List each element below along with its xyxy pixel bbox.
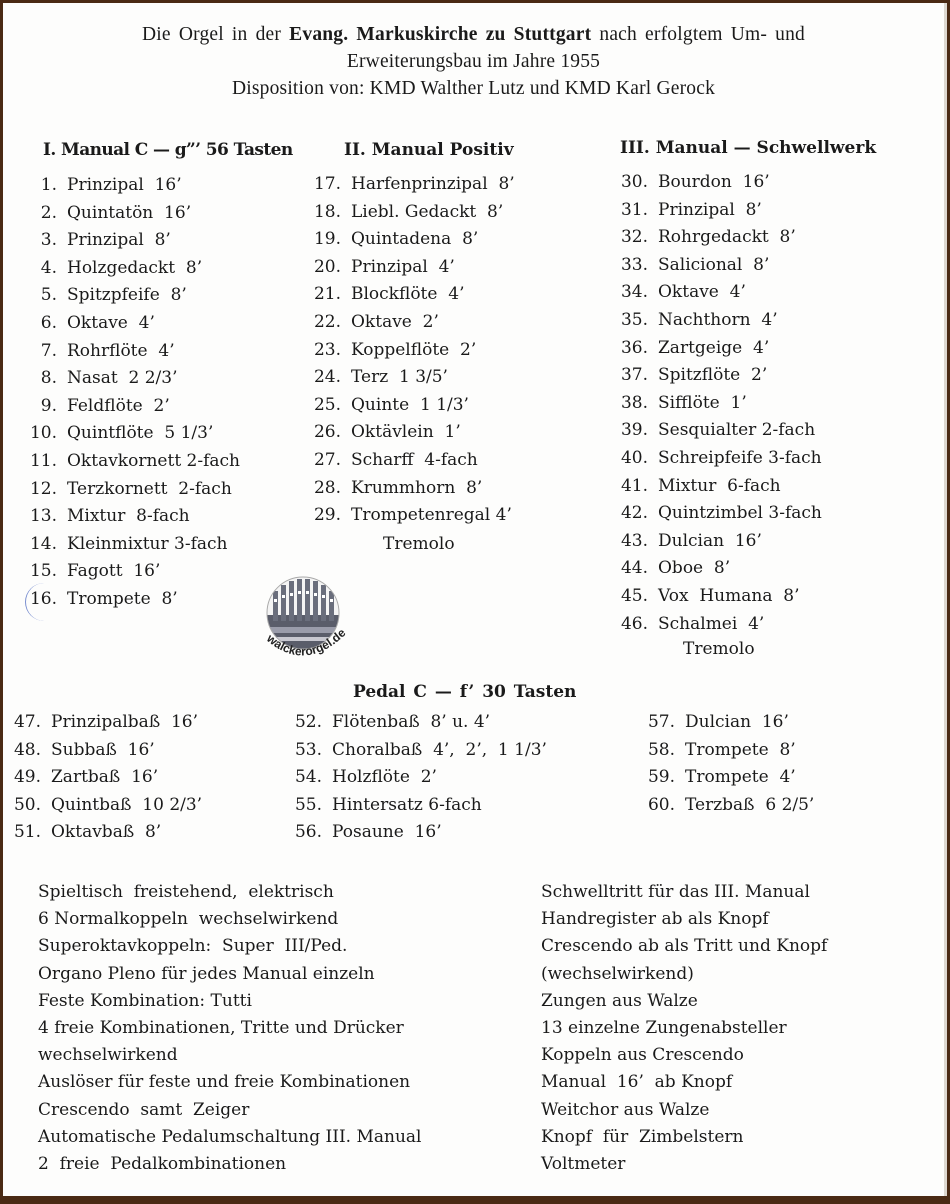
stop-number: 12. — [29, 478, 57, 499]
accessory-item: 2 freie Pedalkombinationen — [38, 1154, 287, 1175]
accessory-item: Manual 16’ ab Knopf — [541, 1072, 733, 1093]
stop-number: 34. — [620, 282, 648, 303]
stop-row — [606, 445, 822, 473]
stop-number: 55. — [294, 794, 322, 815]
stop-number: 42. — [620, 503, 648, 524]
stop-number: 51. — [13, 822, 41, 843]
stop-row — [303, 309, 515, 337]
stop-row — [606, 583, 822, 611]
stop-row — [7, 737, 202, 765]
stop-row — [21, 282, 240, 310]
stop-row — [606, 224, 822, 252]
document-header — [3, 21, 944, 102]
stop-row — [21, 420, 240, 448]
stop-number: 15. — [29, 561, 57, 582]
stop-number: 5. — [40, 285, 57, 306]
stop-row — [288, 737, 547, 765]
stop-row — [288, 709, 547, 737]
stop-number: 17. — [313, 174, 341, 194]
accessory-item: Knopf für Zimbelstern — [541, 1126, 744, 1147]
stop-row — [606, 611, 822, 639]
stop-name: Spitzpfeife 8’ — [67, 285, 187, 306]
header-line-2: Erweiterungsbau im Jahre 1955 — [346, 51, 601, 72]
stop-name: Dulcian 16’ — [685, 712, 789, 732]
stop-number: 27. — [313, 449, 341, 470]
accessory-item: Koppeln aus Crescendo — [541, 1045, 744, 1066]
stop-name: Prinzipalbaß 16’ — [51, 712, 199, 732]
accessory-item: Handregister ab als Knopf — [541, 909, 769, 930]
stop-row — [641, 792, 814, 820]
stop-number: 1. — [40, 175, 57, 195]
stop-name: Feldflöte 2’ — [67, 395, 170, 416]
stop-number: 39. — [620, 420, 648, 441]
stop-name: Oktavkornett 2-fach — [67, 450, 241, 471]
stop-name: Sesquialter 2-fach — [658, 420, 816, 441]
stop-name: Prinzipal 16’ — [67, 175, 182, 195]
manual-1-stop-list — [21, 172, 240, 614]
manual-1-title: I. Manual C — g”’ 56 Tasten — [43, 140, 293, 160]
accessory-item: Zungen aus Walze — [541, 990, 698, 1011]
stop-row — [303, 281, 515, 309]
church-name: Evang. Markuskirche zu Stuttgart — [289, 24, 592, 45]
stop-row — [303, 392, 515, 420]
stop-name: Flötenbaß 8’ u. 4’ — [332, 712, 491, 732]
stop-row — [21, 255, 240, 283]
stop-number: 9. — [40, 395, 57, 416]
stop-name: Rohrgedackt 8’ — [658, 227, 796, 248]
stop-number: 25. — [313, 394, 341, 415]
stop-number: 36. — [620, 337, 648, 358]
stop-name: Mixtur 8-fach — [67, 506, 190, 527]
stop-row — [641, 764, 814, 792]
stop-number: 38. — [620, 392, 648, 413]
manual-2-title: II. Manual Positiv — [344, 140, 514, 160]
stop-number: 53. — [294, 739, 322, 760]
stop-row — [21, 448, 240, 476]
stop-name: Subbaß 16’ — [51, 739, 155, 760]
stop-row — [303, 419, 515, 447]
stop-row — [21, 503, 240, 531]
stop-name: Zartbaß 16’ — [51, 767, 159, 788]
stop-name: Trompete 8’ — [685, 739, 796, 760]
stop-number: 20. — [313, 256, 341, 277]
accessory-item: Superoktavkoppeln: Super III/Ped. — [38, 936, 348, 957]
header-line-3: Disposition von: KMD Walther Lutz und KMD Karl Gerock — [231, 78, 716, 99]
stop-number: 50. — [13, 794, 41, 815]
accessory-item: Automatische Pedalumschaltung III. Manual — [38, 1126, 422, 1147]
stop-number: 56. — [294, 822, 322, 843]
stop-row — [606, 169, 822, 197]
stop-name: Hintersatz 6-fach — [332, 794, 482, 815]
stop-name: Quinte 1 1/3’ — [351, 394, 469, 415]
pedal-title: Pedal C — f’ 30 Tasten — [353, 682, 577, 702]
stop-name: Posaune 16’ — [332, 822, 442, 843]
stop-number: 3. — [40, 230, 57, 251]
stop-name: Holzgedackt 8’ — [67, 257, 203, 278]
header-line-1-post: nach erfolgtem Um- und — [599, 24, 806, 45]
stop-row — [303, 502, 515, 530]
stop-number: 2. — [40, 202, 57, 223]
stop-number: 13. — [29, 506, 57, 527]
stop-name: Choralbaß 4’, 2’, 1 1/3’ — [332, 739, 547, 760]
stop-name: Trompete 4’ — [685, 767, 796, 788]
stop-row — [641, 709, 814, 737]
stop-row — [606, 197, 822, 225]
stop-row — [288, 764, 547, 792]
stop-name: Krummhorn 8’ — [351, 477, 483, 498]
stop-name: Zartgeige 4’ — [658, 337, 770, 358]
stop-row — [606, 252, 822, 280]
stop-name: Bourdon 16’ — [658, 172, 770, 192]
stop-row — [7, 764, 202, 792]
accessory-item: 13 einzelne Zungenabsteller — [541, 1018, 787, 1039]
stop-number: 48. — [13, 739, 41, 760]
manual-3-stop-list — [606, 169, 822, 638]
stop-row — [303, 171, 515, 199]
manual-3-tremolo: Tremolo — [683, 639, 755, 659]
stop-name: Koppelflöte 2’ — [351, 339, 477, 360]
stop-row — [21, 558, 240, 586]
manual-3-title: III. Manual — Schwellwerk — [620, 138, 877, 158]
stop-row — [21, 227, 240, 255]
stop-number: 49. — [13, 767, 41, 788]
stop-number: 32. — [620, 227, 648, 248]
stop-name: Oktavbaß 8’ — [51, 822, 162, 843]
accessories-right-list — [541, 879, 827, 1178]
stop-row — [606, 500, 822, 528]
header-line-1 — [3, 21, 944, 48]
stop-name: Oktave 4’ — [67, 312, 155, 333]
stop-row — [7, 709, 202, 737]
stop-name: Terz 1 3/5’ — [351, 367, 448, 388]
document-page — [3, 3, 947, 1196]
stop-row — [606, 528, 822, 556]
accessory-item: Feste Kombination: Tutti — [38, 990, 252, 1011]
stop-number: 41. — [620, 475, 648, 496]
stop-name: Quintadena 8’ — [351, 229, 479, 250]
accessory-item: Auslöser für feste und freie Kombinationen — [38, 1072, 411, 1093]
stop-row — [303, 364, 515, 392]
stop-name: Trompetenregal 4’ — [351, 505, 512, 526]
stop-name: Prinzipal 8’ — [67, 230, 171, 251]
manual-2-tremolo: Tremolo — [383, 534, 455, 554]
stop-row — [303, 337, 515, 365]
stop-row — [303, 199, 515, 227]
stop-row — [606, 362, 822, 390]
stop-number: 4. — [40, 257, 57, 278]
stop-number: 26. — [313, 422, 341, 443]
stop-row — [288, 819, 547, 847]
stop-row — [606, 335, 822, 363]
stop-name: Quintzimbel 3-fach — [658, 503, 822, 524]
stop-name: Schreipfeife 3-fach — [658, 447, 822, 468]
pedal-stop-list-1 — [7, 709, 202, 847]
pedal-stop-list-2 — [288, 709, 547, 847]
accessory-item: Spieltisch freistehend, elektrisch — [38, 882, 334, 902]
stop-number: 22. — [313, 311, 341, 332]
stop-row — [21, 172, 240, 200]
stop-number: 60. — [647, 794, 675, 815]
stop-name: Scharff 4-fach — [351, 449, 478, 470]
stop-number: 7. — [40, 340, 57, 361]
stop-number: 28. — [313, 477, 341, 498]
stop-number: 37. — [620, 365, 648, 386]
stop-row — [21, 393, 240, 421]
accessory-item: (wechselwirkend) — [541, 963, 694, 984]
stop-row — [21, 476, 240, 504]
stop-name: Oktävlein 1’ — [351, 422, 461, 443]
stop-name: Dulcian 16’ — [658, 530, 762, 551]
stop-name: Kleinmixtur 3-fach — [67, 533, 228, 554]
stop-row — [606, 307, 822, 335]
logo-text: walckerorgel.de — [264, 625, 349, 659]
accessory-item: Crescendo ab als Tritt und Knopf — [541, 936, 828, 957]
stop-number: 6. — [40, 312, 57, 333]
stop-number: 31. — [620, 199, 648, 220]
stop-name: Schalmei 4’ — [658, 613, 765, 634]
stop-number: 14. — [29, 533, 57, 554]
stop-row — [7, 792, 202, 820]
stop-number: 57. — [647, 712, 675, 732]
accessory-item: 6 Normalkoppeln wechselwirkend — [38, 909, 339, 930]
stop-name: Oktave 4’ — [658, 282, 746, 303]
stop-name: Spitzflöte 2’ — [658, 365, 768, 386]
stop-number: 23. — [313, 339, 341, 360]
header-line-1-pre: Die Orgel in der — [141, 24, 282, 45]
stop-row — [606, 473, 822, 501]
stop-number: 19. — [313, 229, 341, 250]
stop-row — [21, 338, 240, 366]
stop-name: Blockflöte 4’ — [351, 284, 465, 305]
stop-name: Sifflöte 1’ — [658, 392, 747, 413]
stop-row — [7, 819, 202, 847]
stop-number: 46. — [620, 613, 648, 634]
stop-number: 33. — [620, 254, 648, 275]
stop-name: Oktave 2’ — [351, 311, 439, 332]
stop-number: 43. — [620, 530, 648, 551]
stop-number: 16. — [29, 588, 57, 609]
stop-name: Rohrflöte 4’ — [67, 340, 175, 361]
accessory-item: Voltmeter — [541, 1154, 626, 1175]
stop-row — [641, 737, 814, 765]
stop-row — [21, 310, 240, 338]
stop-name: Prinzipal 4’ — [351, 256, 455, 277]
stop-row — [21, 200, 240, 228]
stop-row — [21, 365, 240, 393]
accessory-item: Schwelltritt für das III. Manual — [541, 882, 810, 902]
pencil-mark — [25, 583, 56, 621]
stop-row — [303, 226, 515, 254]
stop-name: Terzkornett 2-fach — [67, 478, 232, 499]
stop-number: 45. — [620, 585, 648, 606]
accessory-item: wechselwirkend — [38, 1045, 178, 1066]
stop-row — [606, 555, 822, 583]
stop-number: 29. — [313, 505, 341, 526]
pedal-stop-list-3 — [641, 709, 814, 819]
stop-name: Mixtur 6-fach — [658, 475, 781, 496]
stop-number: 11. — [29, 450, 57, 471]
stop-name: Fagott 16’ — [67, 561, 161, 582]
stop-name: Harfenprinzipal 8’ — [351, 174, 515, 194]
stop-number: 58. — [647, 739, 675, 760]
accessory-item: 4 freie Kombinationen, Tritte und Drücker — [38, 1018, 404, 1039]
stop-row — [606, 390, 822, 418]
stop-number: 47. — [13, 712, 41, 732]
stop-row — [303, 447, 515, 475]
stop-number: 21. — [313, 284, 341, 305]
stop-name: Terzbaß 6 2/5’ — [685, 794, 815, 815]
stop-number: 54. — [294, 767, 322, 788]
stop-row — [303, 254, 515, 282]
stop-name: Salicional 8’ — [658, 254, 770, 275]
stop-number: 30. — [620, 172, 648, 192]
stop-name: Oboe 8’ — [658, 558, 731, 579]
stop-name: Quintatön 16’ — [67, 202, 192, 223]
accessory-item: Weitchor aus Walze — [541, 1099, 710, 1120]
stop-name: Trompete 8’ — [67, 588, 178, 609]
stop-number: 52. — [294, 712, 322, 732]
accessory-item: Crescendo samt Zeiger — [38, 1099, 250, 1120]
stop-row — [303, 475, 515, 503]
accessories-left-list — [38, 879, 421, 1178]
stop-row — [21, 531, 240, 559]
stop-name: Quintbaß 10 2/3’ — [51, 794, 203, 815]
stop-number: 10. — [29, 423, 57, 444]
stop-name: Liebl. Gedackt 8’ — [351, 201, 504, 222]
stop-row — [606, 417, 822, 445]
stop-number: 40. — [620, 447, 648, 468]
stop-number: 18. — [313, 201, 341, 222]
stop-number: 8. — [40, 368, 57, 389]
stop-number: 24. — [313, 367, 341, 388]
stop-name: Nasat 2 2/3’ — [67, 368, 178, 389]
stop-name: Vox Humana 8’ — [658, 585, 800, 606]
stop-name: Holzflöte 2’ — [332, 767, 437, 788]
stop-row — [288, 792, 547, 820]
manual-2-stop-list — [303, 171, 515, 530]
stop-number: 35. — [620, 309, 648, 330]
stop-name: Prinzipal 8’ — [658, 199, 762, 220]
stop-row — [606, 279, 822, 307]
stop-number: 44. — [620, 558, 648, 579]
walckerorgel-logo — [253, 575, 358, 675]
accessory-item: Organo Pleno für jedes Manual einzeln — [38, 963, 375, 984]
stop-name: Quintflöte 5 1/3’ — [67, 423, 214, 444]
stop-number: 59. — [647, 767, 675, 788]
stop-name: Nachthorn 4’ — [658, 309, 778, 330]
